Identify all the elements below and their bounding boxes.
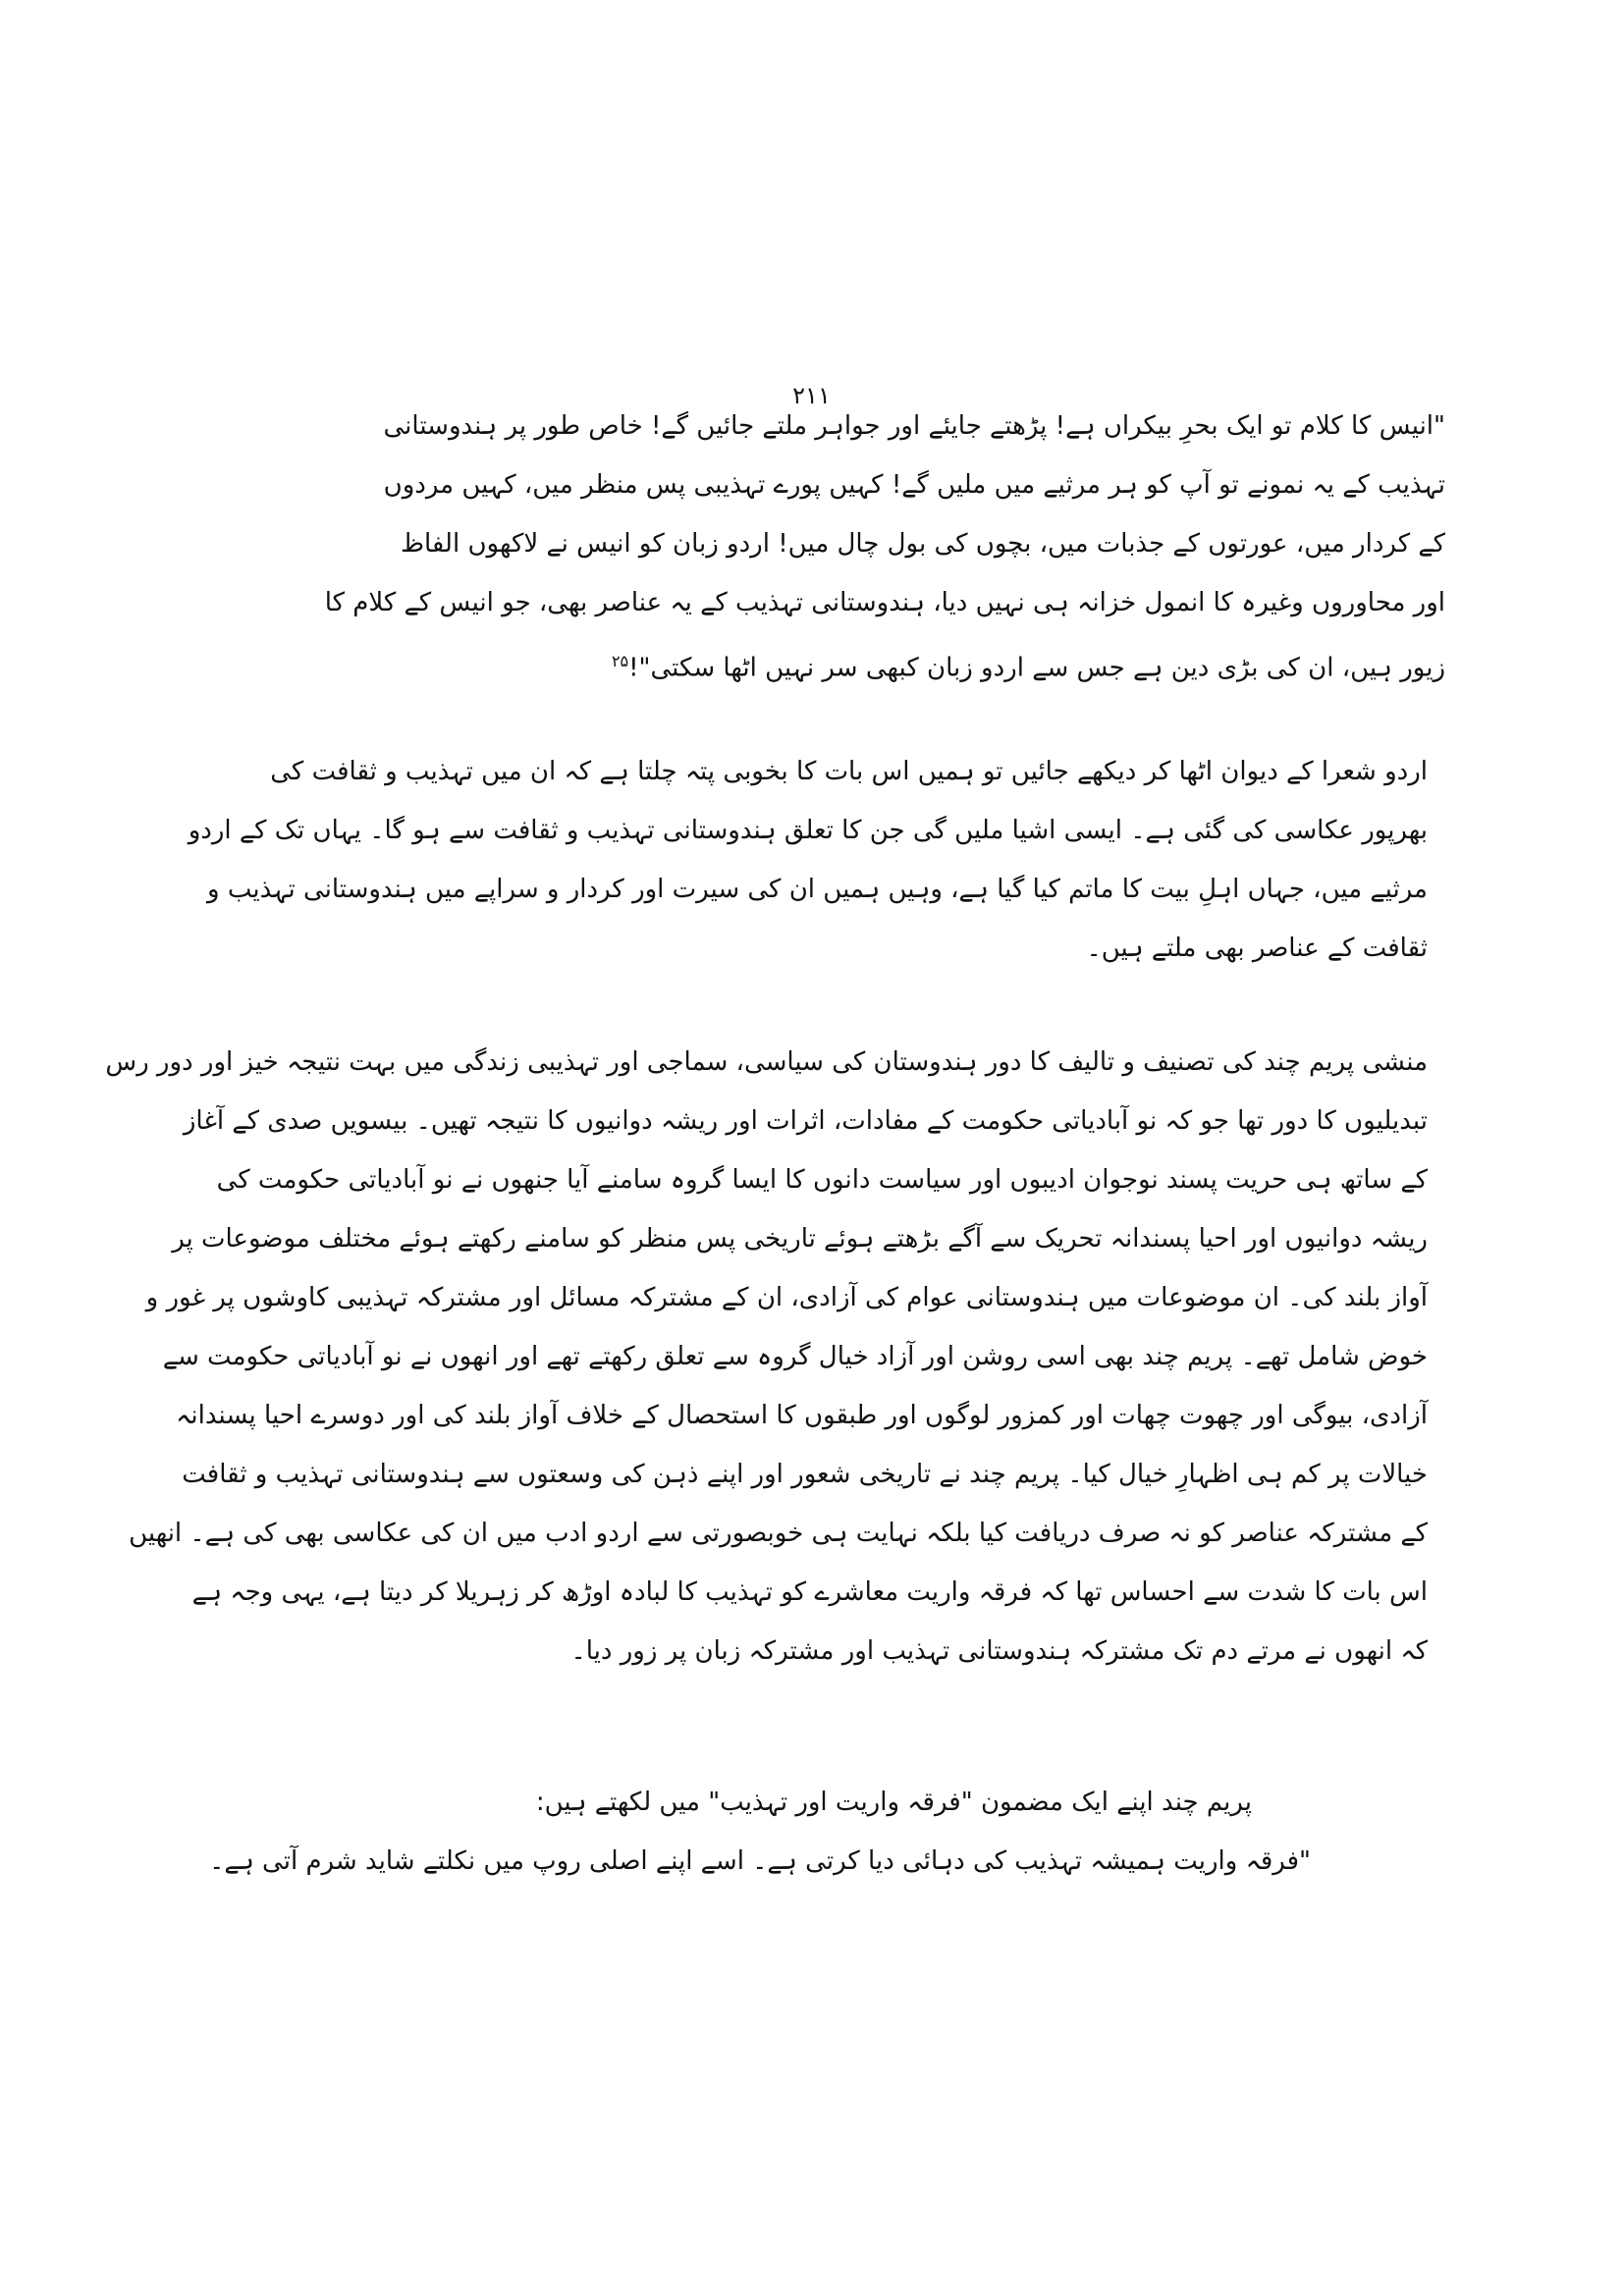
quote-line (365, 632, 1445, 698)
paragraph-premchand (105, 1033, 1428, 1681)
paragraph-line: مرثیے میں، جہاں اہلِ بیت کا ماتم کیا گیا ہے، وہیں ہمیں ان کی سیرت اور کردار و سراپے میں ہندوستانی تہذیب و (207, 875, 1428, 904)
quote-line: کے کردار میں، عورتوں کے جذبات میں، بچوں کی بول چال میں! اردو زبان کو انیس نے لاکھوں الفاظ (400, 529, 1445, 559)
quote-line: "انیس کا کلام تو ایک بحرِ بیکراں ہے! پڑھتے جایئے اور جواہر ملتے جائیں گے! خاص طور پر ہندوستانی (383, 411, 1445, 441)
quote-communalism: "فرقہ واریت ہمیشہ تہذیب کی دہائی دیا کرتی ہے۔ اسے اپنے اصلی روپ میں نکلتے شاید شرم آتی ہے۔ (209, 1846, 1311, 1876)
paragraph-line: ریشہ دوانیوں اور احیا پسندانہ تحریک سے آگے بڑھتے ہوئے تاریخی پس منظر کو سامنے رکھتے ہوئے مختلف موضوعات پر (172, 1224, 1428, 1254)
quote-intro-line: پریم چند اپنے ایک مضمون "فرقہ واریت اور تہذیب" میں لکھتے ہیں: (535, 1788, 1252, 1817)
quote-line: اور محاوروں وغیرہ کا انمول خزانہ ہی نہیں دیا، ہندوستانی تہذیب کے یہ عناصر بھی، جو انیس کے کلام کا (324, 588, 1445, 617)
quote-line-text: زیور ہیں، ان کی بڑی دین ہے جس سے اردو زبان کبھی سر نہیں اٹھا سکتی"! (628, 653, 1445, 683)
page-number: ۲۱۱ (792, 382, 831, 409)
paragraph-line: کہ انھوں نے مرتے دم تک مشترکہ ہندوستانی تہذیب اور مشترکہ زبان پر زور دیا۔ (570, 1636, 1428, 1666)
paragraph-urdu-poets (188, 742, 1428, 978)
paragraph-line: آواز بلند کی۔ ان موضوعات میں ہندوستانی عوام کی آزادی، ان کے مشترکہ مسائل اور مشترکہ تہذیبی کاوشوں پر غور و (145, 1283, 1428, 1312)
block-quote-anis (324, 397, 1445, 698)
paragraph-line: خیالات پر کم ہی اظہارِ خیال کیا۔ پریم چند نے تاریخی شعور اور اپنے ذہن کی وسعتوں سے ہندوستانی تہذیب و ثقافت (182, 1460, 1428, 1489)
quote-line: تہذیب کے یہ نمونے تو آپ کو ہر مرثیے میں ملیں گے! کہیں پورے تہذیبی پس منظر میں، کہیں مردوں (383, 470, 1445, 500)
paragraph-line: اردو شعرا کے دیوان اٹھا کر دیکھے جائیں تو ہمیں اس بات کا بخوبی پتہ چلتا ہے کہ ان میں تہذیب و ثقافت کی (270, 757, 1428, 786)
paragraph-line: ثقافت کے عناصر بھی ملتے ہیں۔ (1086, 934, 1428, 963)
paragraph-line: آزادی، بیوگی اور چھوت چھات اور کمزور لوگوں اور طبقوں کا استحصال کے خلاف آواز بلند کی اور دوسرے احیا پسندانہ (176, 1401, 1428, 1430)
paragraph-line: تبدیلیوں کا دور تھا جو کہ نو آبادیاتی حکومت کے مفادات، اثرات اور ریشہ دوانیوں کا نتیجہ تھیں۔ بیسویں صدی کے آغاز (183, 1106, 1428, 1136)
paragraph-line: خوض شامل تھے۔ پریم چند بھی اسی روشن اور آزاد خیال گروہ سے تعلق رکھتے تھے اور انھوں نے نو آبادیاتی حکومت سے (162, 1342, 1428, 1371)
paragraph-line: کے مشترکہ عناصر کو نہ صرف دریافت کیا بلکہ نہایت ہی خوبصورتی سے اردو ادب میں ان کی عکاسی بھی کی ہے۔ انھیں (129, 1519, 1428, 1548)
paragraph-line: کے ساتھ ہی حریت پسند نوجوان ادیبوں اور سیاست دانوں کا ایسا گروہ سامنے آیا جنھوں نے نو آبادیاتی حکومت کی (216, 1165, 1428, 1195)
paragraph-line: بھرپور عکاسی کی گئی ہے۔ ایسی اشیا ملیں گی جن کا تعلق ہندوستانی تہذیب و ثقافت سے ہو گا۔ یہاں تک کے اردو (188, 816, 1428, 845)
footnote-reference: ۲۵ (611, 652, 629, 670)
paragraph-line: اس بات کا شدت سے احساس تھا کہ فرقہ واریت معاشرے کو تہذیب کا لبادہ اوڑھ کر زہریلا کر دیتا ہے، یہی وجہ ہے (191, 1577, 1428, 1607)
paragraph-line: منشی پریم چند کی تصنیف و تالیف کا دور ہندوستان کی سیاسی، سماجی اور تہذیبی زندگی میں بہت نتیجہ خیز اور دور رس (105, 1047, 1428, 1077)
